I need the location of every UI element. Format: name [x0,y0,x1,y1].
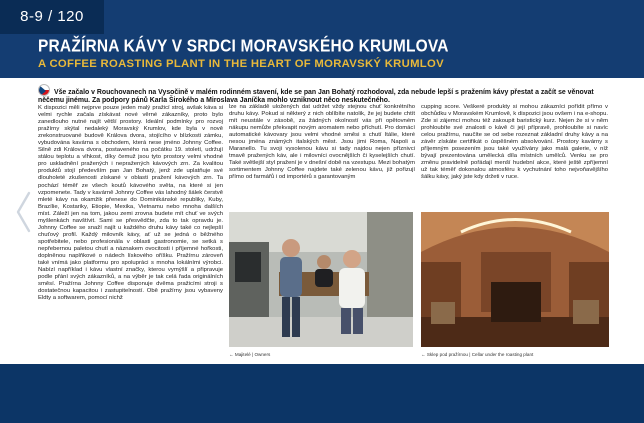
chevron-left-icon [14,190,32,234]
lead-text: Vše začalo v Rouchovanech na Vysočině v malém rodinném stavení, kde se pan Jan Bohatý rozhodoval, zda nebude lepší s pražením kávy přestat a začít se věnovat něčemu jinému. Za podpory pánů Karla Širokého a Miroslava Janíčka mohlo vzniknout něco neskutečného. [38,89,594,105]
owners-photo [229,212,413,347]
text-column-3: cupping score. Veškeré produkty si mohou zákazníci pořídit přímo v obchůdku v Moravském Krumlově, k dispozici jsou ovšem i na e-shopu. Zde si zájemci mohou též zakoupit baristický kurz. Nejen že si v něm prohloubíte své znalosti o kávě či její přípravě, prohloubíte si navíc celou pražírnu, naučíte se od sebe rozeznat základní druhy kávy a na závěr získáte certifikát o úspěšném absolvování. Prostory kavárny s příjemným posezením jsou také využívány jako malá galerie, v níž bývají prezentována umělecká díla místních umělců. Venku se pro změnu pravidelně pořádají menší hudební akce, které ještě zpříjemní už tak téměř dokonalou atmosféru k vychutnání toho nejvoňavějšího šálku kávy, jaký jste kdy držeti v ruce. [421,104,608,181]
lead-paragraph [38,84,610,106]
article-header [0,0,644,78]
cellar-photo-caption: ← Sklep pod pražírnou | Cellar under the roasting plant [421,352,534,357]
previous-page-arrow[interactable] [14,190,32,234]
article-title: PRAŽÍRNA KÁVY V SRDCI MORAVSKÉHO KRUMLOVA [38,37,449,57]
owners-photo-caption: ← Majitelé | Owners [229,352,271,357]
magazine-spread [0,78,644,364]
text-column-2: lze na základě uložených dat udržet vždy stejnou chuť konkrétního druhu kávy. Pokud si některý z nich oblíbíte natolik, že jej budete chtít mít neustále v zásobě, za žádných okolností vás při opětovném nákupu nemůže překvapit novým aromatem nebo příchutí. Pro domácí automatické kávovary jsou velmi vhodné směsi s chutí Itálie, které nesou jména známých italských měst. Jsou jimi Roma, Napoli a Maranello. Tu svoji vysolenou kávu si tady najdou nejen příznivci tmavě pražených káv, ale i milovníci ovocnějších či kyselejších chutí. Také světlejší styl pražení je v dnešní době na vzestupu. Mezi bohatým sortimentem Johnny Coffee najdete také zelenou kávu, již pořizují přímo od farmářů i od importérů s garantovaným [229,104,415,181]
page-counter: 8-9 / 120 [0,0,104,34]
text-column-1: K dispozici měli nejprve pouze jeden malý pražicí stroj, avšak káva si velmi rychle začala získávat nové věrné zákazníky, proto bylo zanedlouho nutné najít větší prostory. Ideální podmínky pro rozvoj pražírny skýtal nedaleký Moravský Krumlov, kde byla v nově zrekonstruované budově Králova dvora, stojícího v blízkosti zámku, vybudována kavárna s obchodem, která nese jméno Johnny Coffee. Silně zdi Králova dvora, postaveného na počátku 19. století, udržují stálou teplotu a vlhkost, díky čemuž jsou tyto prostory velmi vhodné pro uskladnění pražených i nepražených kávových zrn. Za kvalitou produktů stojí především pan Jan Bohatý, jenž zde uplatňuje své dlouholeté zkušenosti získané v oblasti pražení kávových zrn. Ta pochází téměř ze všech koutů kávového světa, na které si jen vzpomenete. Tady v kavárně Johnny Coffee vás lahodný šálek čerstvě mleté kávy na okamžik přenese do Dominikánské republiky, Kuby, Brazílie, Kostariky, Etiopie, Mexika, Vietnamu nebo mnoha dalších míst. Záleží jen na tom, jakou zemi zrovna budete mít chuť ve svých myšlenkách navštívit. Sami se přesvědčte, zda to tak opravdu je. Johnny Coffee se snaží najít u každého druhu kávy také co nejlepší chuťový profil. Každý milovník kávy, ať už se jedná o běžného spotřebitele, nebo profesionála v oblasti gastronomie, se setká s nepřebernou paletou chutí a náznakem ovocitosti i příjemné hořkosti, doplněnou naplňkové o nádech lískového oříšku. Pražírnu zároveň také vnímá jako platformu pro spolupráci s mnoha lokálními výrobci. Nabízí například i kávu vlastní značky, kterou vymýšlí a připravuje podle přání svých zákazníků, a na výběr je tak celá řada originálních směsí. Pražírna Johnny Coffee disponuje dvěma pražicími stroji s dostatečnou kapacitou i zastupitelností. Obě pražírny jsou vybaveny Eldty a softwarem, pomocí nichž [38,105,223,302]
czech-flag-icon [38,84,50,96]
cellar-photo [421,212,609,347]
article-subtitle: A COFFEE ROASTING PLANT IN THE HEART OF MORAVSKÝ KRUMLOV [38,58,444,70]
